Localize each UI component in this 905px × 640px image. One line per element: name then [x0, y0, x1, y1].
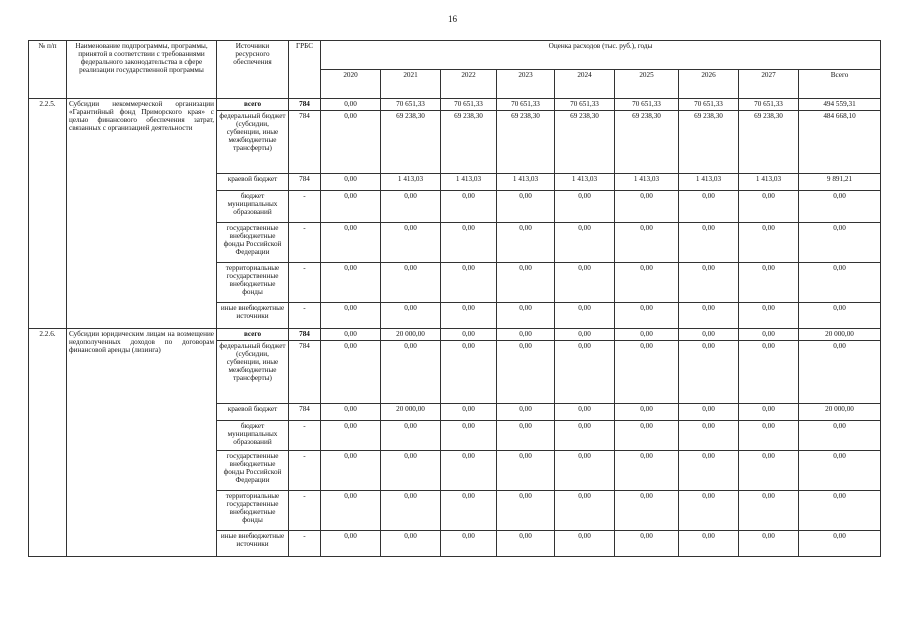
value-cell: 0,00: [679, 341, 739, 404]
value-cell: 0,00: [739, 451, 799, 491]
total-cell: 484 668,10: [799, 111, 881, 174]
value-cell: 1 413,03: [615, 174, 679, 191]
grbs-cell: -: [289, 303, 321, 329]
value-cell: 0,00: [615, 404, 679, 421]
value-cell: 0,00: [739, 223, 799, 263]
value-cell: 0,00: [615, 421, 679, 451]
grbs-cell: 784: [289, 329, 321, 341]
table-body: [29, 99, 881, 557]
value-cell: 0,00: [321, 303, 381, 329]
value-cell: 0,00: [321, 174, 381, 191]
value-cell: 0,00: [679, 491, 739, 531]
value-cell: 0,00: [679, 303, 739, 329]
value-cell: 0,00: [497, 451, 555, 491]
grbs-cell: 784: [289, 174, 321, 191]
grbs-cell: 784: [289, 341, 321, 404]
value-cell: 0,00: [679, 329, 739, 341]
value-cell: 0,00: [555, 491, 615, 531]
source-cell: краевой бюджет: [217, 404, 289, 421]
grbs-cell: -: [289, 263, 321, 303]
value-cell: 0,00: [739, 341, 799, 404]
total-cell: 9 891,21: [799, 174, 881, 191]
value-cell: 0,00: [615, 341, 679, 404]
header-sources: Источники ресурсного обеспечения: [217, 41, 289, 99]
header-year: 2026: [679, 70, 739, 99]
header-year: 2024: [555, 70, 615, 99]
value-cell: 0,00: [679, 421, 739, 451]
total-cell: 20 000,00: [799, 329, 881, 341]
value-cell: 0,00: [615, 191, 679, 223]
grbs-cell: 784: [289, 99, 321, 111]
header-row: [29, 41, 881, 70]
value-cell: 0,00: [381, 191, 441, 223]
value-cell: 0,00: [615, 303, 679, 329]
value-cell: 0,00: [441, 303, 497, 329]
value-cell: 0,00: [555, 421, 615, 451]
header-grbs: ГРБС: [289, 41, 321, 99]
value-cell: 0,00: [497, 404, 555, 421]
item-name: Субсидии юридическим лицам на возмещение недополученных доходов по договорам финансовой аренды (лизинга): [67, 329, 217, 557]
value-cell: 0,00: [321, 263, 381, 303]
value-cell: 0,00: [739, 421, 799, 451]
value-cell: 0,00: [739, 303, 799, 329]
value-cell: 0,00: [321, 329, 381, 341]
value-cell: 0,00: [555, 531, 615, 557]
value-cell: 0,00: [739, 263, 799, 303]
value-cell: 0,00: [679, 263, 739, 303]
source-cell: территориальные государственные внебюджетные фонды: [217, 263, 289, 303]
table-row: [29, 329, 881, 341]
value-cell: 0,00: [321, 191, 381, 223]
value-cell: 0,00: [441, 223, 497, 263]
total-cell: 0,00: [799, 491, 881, 531]
value-cell: 0,00: [321, 451, 381, 491]
source-cell: федеральный бюджет (субсидии, субвенции, иные межбюджетные трансферты): [217, 111, 289, 174]
value-cell: 0,00: [441, 451, 497, 491]
value-cell: 0,00: [381, 451, 441, 491]
total-cell: 0,00: [799, 421, 881, 451]
value-cell: 0,00: [441, 341, 497, 404]
value-cell: 69 238,30: [615, 111, 679, 174]
value-cell: 70 651,33: [497, 99, 555, 111]
value-cell: 0,00: [321, 421, 381, 451]
value-cell: 1 413,03: [739, 174, 799, 191]
value-cell: 0,00: [555, 451, 615, 491]
total-cell: 0,00: [799, 223, 881, 263]
total-cell: 20 000,00: [799, 404, 881, 421]
value-cell: 69 238,30: [739, 111, 799, 174]
header-estimate: Оценка расходов (тыс. руб.), годы: [321, 41, 881, 70]
value-cell: 0,00: [441, 329, 497, 341]
value-cell: 0,00: [381, 263, 441, 303]
grbs-cell: -: [289, 421, 321, 451]
source-cell: бюджет муниципальных образований: [217, 191, 289, 223]
header-name: Наименование подпрограммы, программы, принятой в соответствии с требованиями федерального законодательства в сфере реализации государственной программы: [67, 41, 217, 99]
value-cell: 69 238,30: [555, 111, 615, 174]
value-cell: 1 413,03: [555, 174, 615, 191]
value-cell: 0,00: [555, 329, 615, 341]
value-cell: 0,00: [497, 303, 555, 329]
value-cell: 69 238,30: [441, 111, 497, 174]
value-cell: 1 413,03: [497, 174, 555, 191]
total-cell: 0,00: [799, 263, 881, 303]
total-cell: 0,00: [799, 531, 881, 557]
value-cell: 1 413,03: [381, 174, 441, 191]
value-cell: 0,00: [321, 223, 381, 263]
value-cell: 0,00: [321, 341, 381, 404]
source-cell: бюджет муниципальных образований: [217, 421, 289, 451]
header-year: 2027: [739, 70, 799, 99]
value-cell: 0,00: [441, 491, 497, 531]
value-cell: 0,00: [497, 341, 555, 404]
value-cell: 0,00: [321, 404, 381, 421]
item-name: Субсидии некоммерческой организации «Гарантийный фонд Приморского края» с целью финансового обеспечения затрат, связанных с организацией деятельности: [67, 99, 217, 329]
value-cell: 0,00: [381, 491, 441, 531]
value-cell: 0,00: [321, 491, 381, 531]
value-cell: 20 000,00: [381, 404, 441, 421]
value-cell: 0,00: [381, 303, 441, 329]
header-year: 2023: [497, 70, 555, 99]
value-cell: 0,00: [381, 531, 441, 557]
value-cell: 0,00: [615, 223, 679, 263]
value-cell: 70 651,33: [441, 99, 497, 111]
value-cell: 1 413,03: [441, 174, 497, 191]
total-cell: 494 559,31: [799, 99, 881, 111]
header-year: 2020: [321, 70, 381, 99]
grbs-cell: -: [289, 531, 321, 557]
total-cell: 0,00: [799, 191, 881, 223]
value-cell: 0,00: [679, 451, 739, 491]
value-cell: 0,00: [739, 404, 799, 421]
value-cell: 69 238,30: [497, 111, 555, 174]
value-cell: 0,00: [739, 329, 799, 341]
value-cell: 0,00: [615, 263, 679, 303]
source-cell: территориальные государственные внебюджетные фонды: [217, 491, 289, 531]
value-cell: 0,00: [739, 191, 799, 223]
value-cell: 0,00: [679, 223, 739, 263]
value-cell: 0,00: [615, 491, 679, 531]
value-cell: 70 651,33: [555, 99, 615, 111]
source-cell: всего: [217, 99, 289, 111]
source-cell: иные внебюджетные источники: [217, 303, 289, 329]
value-cell: 0,00: [321, 531, 381, 557]
value-cell: 0,00: [497, 491, 555, 531]
value-cell: 1 413,03: [679, 174, 739, 191]
value-cell: 0,00: [555, 191, 615, 223]
value-cell: 0,00: [497, 329, 555, 341]
grbs-cell: -: [289, 451, 321, 491]
value-cell: 0,00: [321, 99, 381, 111]
value-cell: 70 651,33: [739, 99, 799, 111]
value-cell: 0,00: [739, 531, 799, 557]
value-cell: 0,00: [497, 191, 555, 223]
value-cell: 0,00: [679, 531, 739, 557]
value-cell: 0,00: [321, 111, 381, 174]
header-total: Всего: [799, 70, 881, 99]
value-cell: 69 238,30: [679, 111, 739, 174]
value-cell: 0,00: [555, 223, 615, 263]
grbs-cell: -: [289, 223, 321, 263]
item-number: 2.2.6.: [29, 329, 67, 557]
grbs-cell: 784: [289, 404, 321, 421]
grbs-cell: -: [289, 491, 321, 531]
source-cell: краевой бюджет: [217, 174, 289, 191]
value-cell: 0,00: [679, 404, 739, 421]
grbs-cell: -: [289, 191, 321, 223]
value-cell: 0,00: [555, 303, 615, 329]
value-cell: 70 651,33: [679, 99, 739, 111]
total-cell: 0,00: [799, 303, 881, 329]
value-cell: 0,00: [441, 191, 497, 223]
value-cell: 0,00: [497, 531, 555, 557]
value-cell: 0,00: [555, 404, 615, 421]
value-cell: 0,00: [555, 263, 615, 303]
value-cell: 20 000,00: [381, 329, 441, 341]
header-num: № п/п: [29, 41, 67, 99]
value-cell: 0,00: [497, 263, 555, 303]
source-cell: всего: [217, 329, 289, 341]
value-cell: 0,00: [497, 223, 555, 263]
value-cell: 0,00: [739, 491, 799, 531]
header-year: 2021: [381, 70, 441, 99]
value-cell: 0,00: [441, 531, 497, 557]
value-cell: 0,00: [615, 531, 679, 557]
source-cell: государственные внебюджетные фонды Российской Федерации: [217, 451, 289, 491]
value-cell: 0,00: [441, 421, 497, 451]
budget-table: [28, 40, 881, 557]
grbs-cell: 784: [289, 111, 321, 174]
value-cell: 0,00: [497, 421, 555, 451]
value-cell: 0,00: [555, 341, 615, 404]
value-cell: 0,00: [679, 191, 739, 223]
total-cell: 0,00: [799, 341, 881, 404]
value-cell: 69 238,30: [381, 111, 441, 174]
source-cell: государственные внебюджетные фонды Российской Федерации: [217, 223, 289, 263]
page-number: 16: [448, 14, 457, 24]
source-cell: федеральный бюджет (субсидии, субвенции, иные межбюджетные трансферты): [217, 341, 289, 404]
value-cell: 0,00: [441, 263, 497, 303]
value-cell: 0,00: [381, 421, 441, 451]
value-cell: 0,00: [381, 223, 441, 263]
total-cell: 0,00: [799, 451, 881, 491]
table-row: [29, 99, 881, 111]
header-year: 2022: [441, 70, 497, 99]
value-cell: 0,00: [615, 329, 679, 341]
value-cell: 70 651,33: [381, 99, 441, 111]
value-cell: 0,00: [381, 341, 441, 404]
value-cell: 70 651,33: [615, 99, 679, 111]
header-year: 2025: [615, 70, 679, 99]
value-cell: 0,00: [441, 404, 497, 421]
value-cell: 0,00: [615, 451, 679, 491]
source-cell: иные внебюджетные источники: [217, 531, 289, 557]
item-number: 2.2.5.: [29, 99, 67, 329]
